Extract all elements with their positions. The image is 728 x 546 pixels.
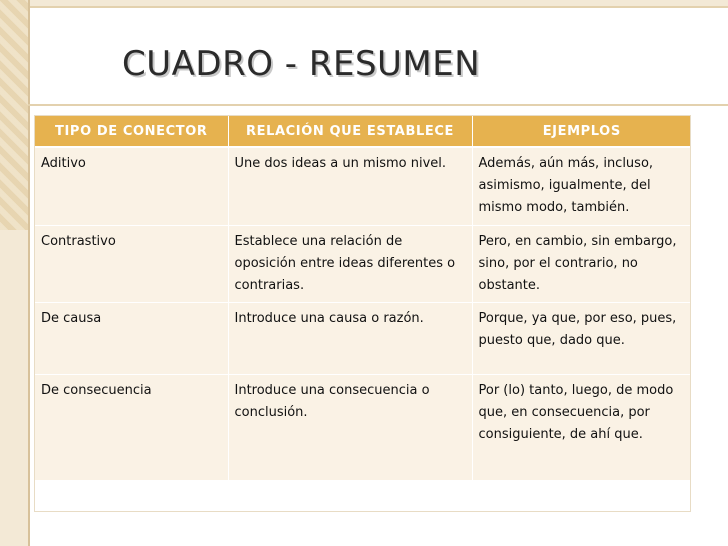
table-row [35, 147, 691, 226]
top-rule [0, 6, 728, 8]
cell-ejemplos: Además, aún más, incluso, asimismo, igualmente, del mismo modo, también. [472, 147, 691, 226]
cell-ejemplos: Por (lo) tanto, luego, de modo que, en consecuencia, por consiguiente, de ahí que. [472, 375, 691, 481]
cell-tipo: Contrastivo [35, 226, 228, 303]
left-stripe-pattern [0, 0, 28, 230]
header-relacion-que-establece: RELACIÓN QUE ESTABLECE [228, 116, 472, 147]
table-header-row [35, 116, 691, 147]
header-ejemplos: EJEMPLOS [472, 116, 691, 147]
left-rule [28, 0, 30, 546]
cell-tipo: Aditivo [35, 147, 228, 226]
cell-ejemplos: Pero, en cambio, sin embargo, sino, por el contrario, no obstante. [472, 226, 691, 303]
cell-tipo: De causa [35, 303, 228, 375]
cell-ejemplos: Porque, ya que, por eso, pues, puesto que, dado que. [472, 303, 691, 375]
cell-relacion: Introduce una consecuencia o conclusión. [228, 375, 472, 481]
cell-tipo: De consecuencia [35, 375, 228, 481]
title-rule [28, 104, 728, 106]
table-row [35, 226, 691, 303]
table-row [35, 375, 691, 481]
summary-table [35, 116, 691, 481]
cell-relacion: Introduce una causa o razón. [228, 303, 472, 375]
slide-title: CUADRO - RESUMEN [122, 44, 481, 84]
table-row [35, 303, 691, 375]
cell-relacion: Establece una relación de oposición entre ideas diferentes o contrarias. [228, 226, 472, 303]
header-tipo-de-conector: TIPO DE CONECTOR [35, 116, 228, 147]
cell-relacion: Une dos ideas a un mismo nivel. [228, 147, 472, 226]
